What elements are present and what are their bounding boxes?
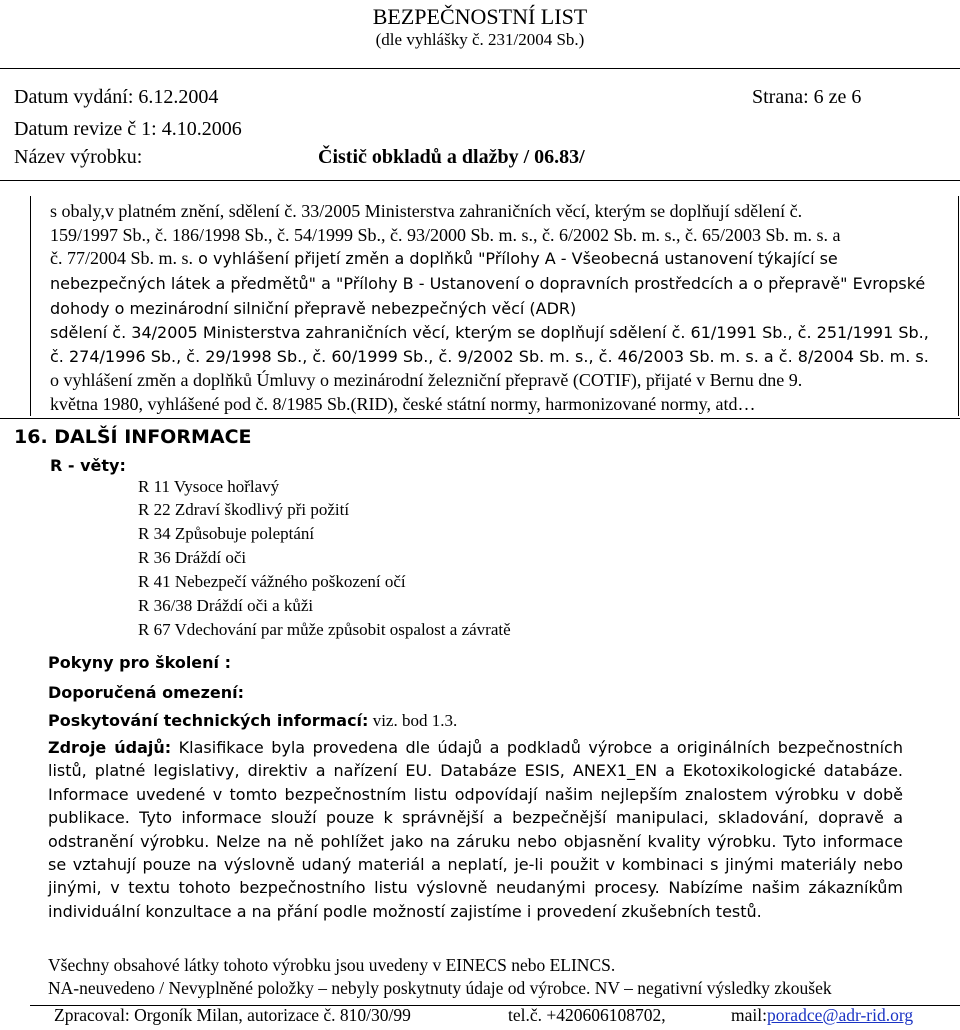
r-phrase-item: R 11 Vysoce hořlavý <box>138 477 280 496</box>
sources-label: Zdroje údajů: <box>48 738 172 757</box>
document-title: BEZPEČNOSTNÍ LIST <box>372 4 588 29</box>
footer-prepared-by: Zpracoval: Orgoník Milan, autorizace č. 810/30/99 <box>54 1005 411 1025</box>
continuation-line-2: 159/1997 Sb., č. 186/1998 Sb., č. 54/1999 Sb., č. 93/2000 Sb. m. s., č. 6/2002 Sb. m. s., č. 65/2003 Sb. m. s. a <box>50 225 841 245</box>
abbreviation-note: NA-neuvedeno / Nevyplněné položky – nebyly poskytnuty údaje od výrobce. NV – negativní výsledky zkoušek <box>48 978 832 998</box>
r-phrase-item: R 22 Zdraví škodlivý při požití <box>138 500 350 519</box>
section-frame-right <box>958 196 959 416</box>
document-subtitle: (dle vyhlášky č. 231/2004 Sb.) <box>375 30 585 49</box>
product-name-label: Název výrobku: <box>14 146 143 168</box>
restrictions-label: Doporučená omezení: <box>48 683 245 702</box>
sources-text: Klasifikace byla provedena dle údajů a podkladů výrobce a originálních bezpečnostních listů, platné legislativy, direktiv a nařízení EU. Databáze ESIS, ANEX1_EN a Ekotoxikologické databáze. Informace uvedené v tomto bezpečnostním listu odpovídají našim nejlepším znalostem výrobku v době publikace. Tyto informace slouží pouze k správnější a bezpečnější manipulaci, skladování, dopravě a odstranění výrobku. Nelze na ně pohlížet jako na záruku nebo objasnění kvality výrobku. Tyto informace se vztahují pouze na výslovně udaný materiál a neplatí, je-li použit v kombinaci s jinými materiály nebo jinými, v textu tohoto bezpečnostního listu výslovně neudanými procesy. Nabízíme našim zákazníkům individuální konzultace a na přání podle možností zajistíme i provedení zkušebních testů. <box>48 738 903 921</box>
continuation-line-3 <box>50 248 838 269</box>
einecs-note: Všechny obsahové látky tohoto výrobku jsou uvedeny v EINECS nebo ELINCS. <box>48 955 616 975</box>
continuation-line-1: s obaly,v platném znění, sdělení č. 33/2005 Ministerstva zahraničních věcí, kterým se doplňují sdělení č. <box>50 201 803 221</box>
sources-paragraph <box>48 736 903 923</box>
footer-mail-label: mail: <box>731 1005 767 1025</box>
continuation-line-8: o vyhlášení změn a doplňků Úmluvy o mezinárodní železniční přepravě (COTIF), přijaté v Bernu dne 9. <box>50 370 803 390</box>
r-phrase-item: R 67 Vdechování par může způsobit ospalost a závratě <box>138 620 511 639</box>
tech-info-row <box>48 711 457 731</box>
r-phrase-item: R 41 Nebezpečí vážného poškození očí <box>138 572 406 591</box>
issue-date: Datum vydání: 6.12.2004 <box>14 86 219 108</box>
continuation-line-5: dohody o mezinárodní silniční přepravě nebezpečných věcí (ADR) <box>50 299 577 318</box>
r-phrase-item: R 34 Způsobuje poleptání <box>138 524 315 543</box>
continuation-line-9: května 1980, vyhlášené pod č. 8/1985 Sb.(RID), české státní normy, harmonizované normy, atd… <box>50 394 756 414</box>
page-number: Strana: 6 ze 6 <box>752 86 862 108</box>
section-16-heading: 16. DALŠÍ INFORMACE <box>14 426 252 448</box>
tech-info-value: viz. bod 1.3. <box>368 711 458 730</box>
training-label: Pokyny pro školení : <box>48 653 231 672</box>
revision-date: Datum revize č 1: 4.10.2006 <box>14 118 242 140</box>
r-phrase-item: R 36 Dráždí oči <box>138 548 247 567</box>
tech-info-label: Poskytování technických informací: <box>48 711 369 730</box>
continuation-line-4: nebezpečných látek a předmětů" a "Přílohy B - Ustanovení o dopravních prostředcích a o přepravě" Evropské <box>50 274 926 293</box>
product-name: Čistič obkladů a dlažby / 06.83/ <box>318 146 585 168</box>
continuation-line-3-tail: o vyhlášení přijetí změn a doplňků "Přílohy A - Všeobecná ustanovení týkající se <box>193 249 838 268</box>
footer-email-row <box>731 1005 913 1026</box>
footer-email-link[interactable]: poradce@adr-rid.org <box>766 1005 914 1025</box>
continuation-line-7: č. 274/1996 Sb., č. 29/1998 Sb., č. 60/1999 Sb., č. 9/2002 Sb. m. s., č. 46/2003 Sb. m. s. a č. 8/2004 Sb. m. s. <box>50 347 929 366</box>
r-phrases-label: R - věty: <box>50 456 126 475</box>
continuation-line-3-head: č. 77/2004 Sb. m. s. <box>50 248 194 268</box>
section-divider <box>0 418 960 419</box>
r-phrase-item: R 36/38 Dráždí oči a kůži <box>138 596 314 615</box>
continuation-line-6: sdělení č. 34/2005 Ministerstva zahraničních věcí, kterým se doplňují sdělení č. 61/1991 Sb., č. 251/1991 Sb., <box>50 323 929 342</box>
section-frame-left <box>30 196 31 416</box>
footer-phone: tel.č. +420606108702, <box>508 1005 666 1025</box>
header-divider <box>0 68 960 69</box>
header-bottom-divider <box>0 180 960 181</box>
